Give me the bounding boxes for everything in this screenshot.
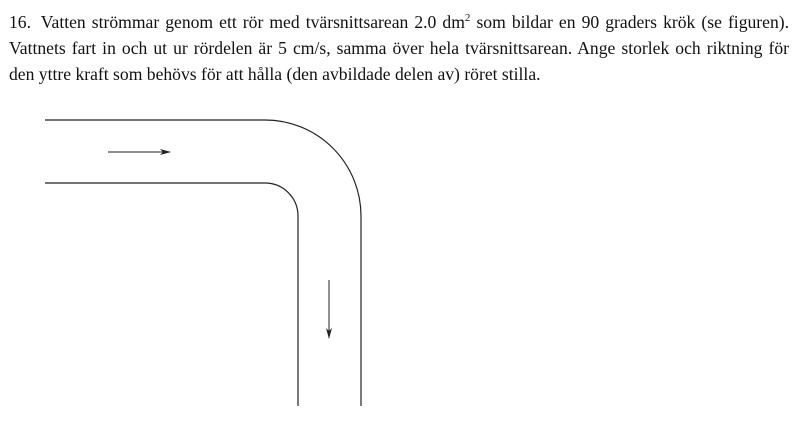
- problem-text-part2: som bildar en 90 graders krök (se figuren). Vattnets fart in och ut ur rördelen är 5 cm/s, samma över hela tvärsnittsarean. Ange storlek och riktning för den yttre kraft som behövs för att hålla (den avbildade delen av) röret stilla.: [9, 12, 790, 84]
- pipe-outer-wall: [45, 120, 361, 406]
- problem-number: 16.: [9, 12, 31, 32]
- problem-text-part1: Vatten strömmar genom ett rör med tvärsnittsarean 2.0 dm: [40, 12, 465, 32]
- area-exponent: 2: [464, 12, 471, 25]
- pipe-inner-wall: [45, 183, 298, 406]
